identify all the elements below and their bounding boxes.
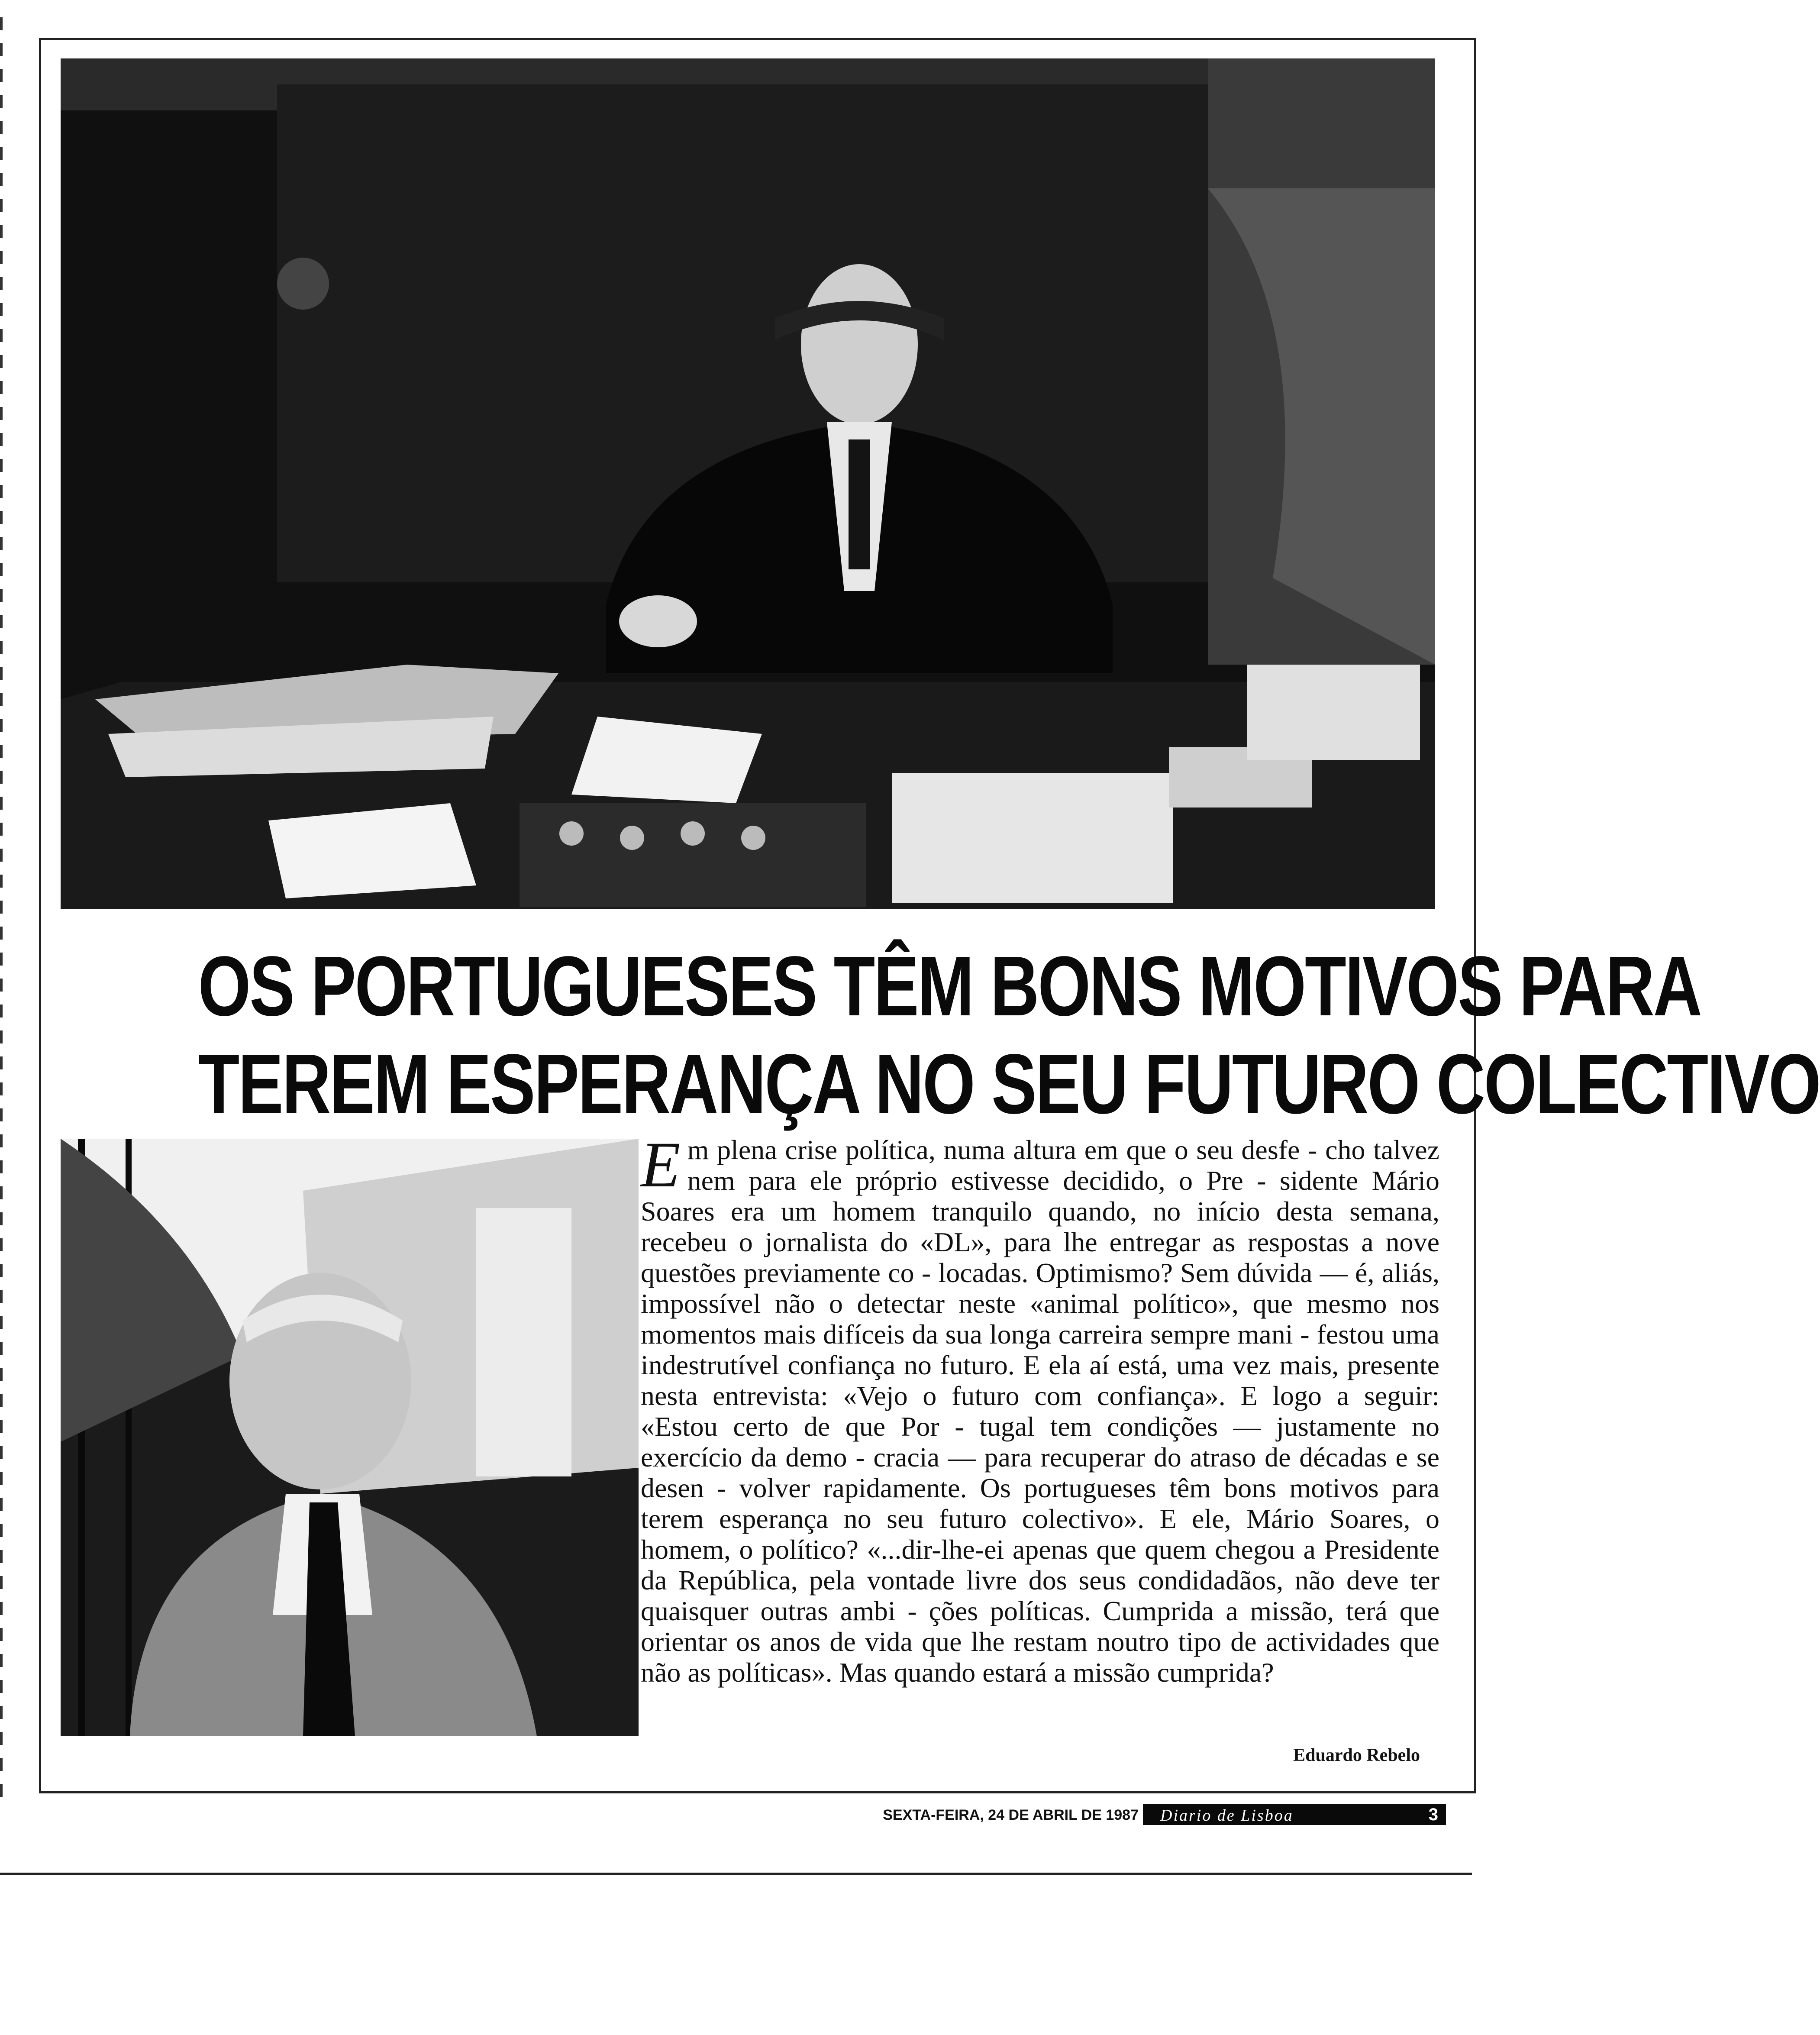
footer-masthead-bar	[1143, 1804, 1446, 1825]
bottom-rule	[0, 1873, 1472, 1875]
photo-president-outdoors	[61, 1139, 639, 1736]
publication-logo: Diario de Lisboa	[1160, 1806, 1294, 1825]
page-number: 3	[1428, 1805, 1438, 1824]
headline-line-1: OS PORTUGUESES TÊM BONS MOTIVOS PARA	[198, 939, 1701, 1034]
headline	[198, 937, 1820, 1133]
scan-edge-mark	[0, 17, 3, 1801]
footer-date: SEXTA-FEIRA, 24 DE ABRIL DE 1987	[883, 1807, 1139, 1823]
byline: Eduardo Rebelo	[1293, 1745, 1420, 1765]
article-body	[641, 1129, 1439, 1688]
headline-line-2: TEREM ESPERANÇA NO SEU FUTURO COLECTIVO	[198, 1037, 1820, 1131]
photo-president-at-desk	[61, 58, 1435, 909]
article-paragraph	[641, 1129, 1439, 1688]
drop-cap: E	[641, 1129, 681, 1201]
article-text: m plena crise política, numa altura em que o seu desfe - cho talvez nem para ele próprio estivesse decidido, o Pre - sidente Mário Soares era um homem tranquilo quando, no início desta semana, recebeu o jornalista do «DL», para lhe entregar as respostas a nove questões previamente co - locadas. Optimismo? Sem dúvida — é, aliás, impossível não o detectar neste «animal político», que mesmo nos momentos mais difíceis da sua longa carreira sempre mani - festou uma indestrutível confiança no futuro. E ela aí está, uma vez mais, presente nesta entrevista: «Vejo o futuro com confiança». E logo a seguir: «Estou certo de que Por - tugal tem condições — justamente no exercício da demo - cracia — para recuperar do atraso de décadas e se desen - volver rapidamente. Os portugueses têm bons motivos para terem esperança no seu futuro colectivo». E ele, Mário Soares, o homem, o político? «...dir-lhe-ei apenas que quem chegou a Presidente da República, pela vontade livre dos seus condidadãos, não deve ter quaisquer outras ambi - ções políticas. Cumprida a missão, terá que orientar os anos de vida que lhe restam noutro tipo de actividades que não as políticas». Mas quando estará a missão cumprida?	[641, 1134, 1439, 1688]
page-footer	[0, 1803, 1524, 1829]
